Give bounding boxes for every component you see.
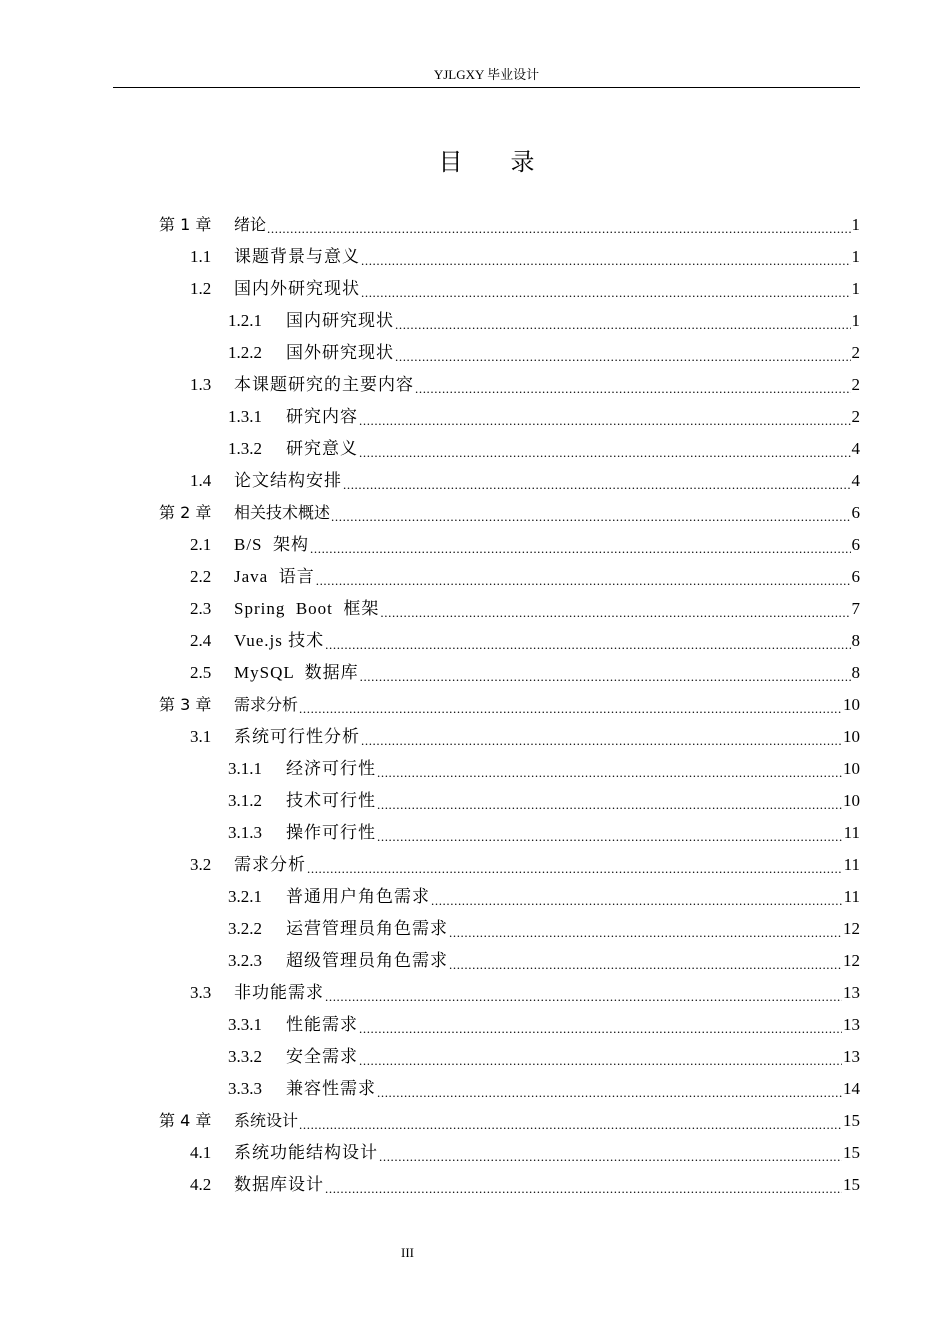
toc-text: 研究内容 xyxy=(286,407,358,426)
toc-entry[interactable] xyxy=(228,305,860,337)
toc-entry[interactable] xyxy=(190,625,860,657)
dot-leader xyxy=(325,977,842,1009)
toc-entry[interactable] xyxy=(190,241,860,273)
toc-text: 相关技术概述 xyxy=(234,503,331,522)
toc-page: 1 xyxy=(851,247,860,266)
toc-entry[interactable] xyxy=(228,945,860,977)
toc-entry[interactable] xyxy=(228,881,860,913)
toc-page: 15 xyxy=(843,1175,860,1194)
toc-text: B/S 架构 xyxy=(234,535,310,554)
toc-entry[interactable] xyxy=(228,817,860,849)
toc-text: 课题背景与意义 xyxy=(234,247,360,266)
toc-number: 3.2.2 xyxy=(228,919,262,938)
toc-entry[interactable] xyxy=(228,753,860,785)
toc-number: 2.1 xyxy=(190,535,212,554)
dot-leader xyxy=(431,881,843,913)
toc-text: 兼容性需求 xyxy=(286,1079,376,1098)
toc-text: 国外研究现状 xyxy=(286,343,394,362)
toc-number: 1.3.1 xyxy=(228,407,262,426)
toc-page: 11 xyxy=(843,823,860,842)
toc-page: 2 xyxy=(851,375,860,394)
toc-number: 3.2.1 xyxy=(228,887,262,906)
toc-number: 1.2.2 xyxy=(228,343,262,362)
dot-leader xyxy=(361,241,851,273)
toc-entry[interactable] xyxy=(228,785,860,817)
toc-page: 11 xyxy=(843,855,860,874)
toc-number: 3.1.3 xyxy=(228,823,262,842)
toc-page: 10 xyxy=(843,759,860,778)
toc-text: 技术可行性 xyxy=(286,791,376,810)
toc-entry[interactable] xyxy=(190,657,860,689)
toc-number: 第 4 章 xyxy=(159,1111,212,1130)
dot-leader xyxy=(377,785,842,817)
toc-entry[interactable] xyxy=(159,689,860,721)
toc-number: 4.2 xyxy=(190,1175,212,1194)
dot-leader xyxy=(361,273,851,305)
toc-page: 14 xyxy=(843,1079,860,1098)
toc-text: Spring Boot 框架 xyxy=(234,599,380,618)
dot-leader xyxy=(359,401,851,433)
toc-entry[interactable] xyxy=(159,1105,860,1137)
dot-leader xyxy=(377,1073,842,1105)
dot-leader xyxy=(310,529,850,561)
toc-number: 1.3 xyxy=(190,375,212,394)
toc-page: 2 xyxy=(851,343,860,362)
toc-entry[interactable] xyxy=(190,593,860,625)
toc-entry[interactable] xyxy=(228,1009,860,1041)
dot-leader xyxy=(343,465,851,497)
dot-leader xyxy=(299,1105,842,1137)
toc-entry[interactable] xyxy=(228,1041,860,1073)
header-rule xyxy=(113,87,860,88)
toc-text: 性能需求 xyxy=(286,1015,358,1034)
toc-text: 经济可行性 xyxy=(286,759,376,778)
dot-leader xyxy=(299,689,842,721)
toc-text: 国内外研究现状 xyxy=(234,279,360,298)
toc-entry[interactable] xyxy=(228,337,860,369)
toc-text: Vue.js 技术 xyxy=(234,631,325,650)
toc-number: 2.5 xyxy=(190,663,212,682)
toc-number: 3.2.3 xyxy=(228,951,262,970)
toc-entry[interactable] xyxy=(190,721,860,753)
toc-text: Java 语言 xyxy=(234,567,315,586)
dot-leader xyxy=(379,1137,842,1169)
toc-entry[interactable] xyxy=(190,977,860,1009)
toc-page: 10 xyxy=(843,791,860,810)
toc-entry[interactable] xyxy=(190,529,860,561)
toc-text: 数据库设计 xyxy=(234,1175,324,1194)
toc-number: 1.3.2 xyxy=(228,439,262,458)
toc-page: 15 xyxy=(843,1111,860,1130)
dot-leader xyxy=(307,849,843,881)
toc-page: 4 xyxy=(851,471,860,490)
toc-text: 操作可行性 xyxy=(286,823,376,842)
dot-leader xyxy=(449,913,842,945)
toc-text: 普通用户角色需求 xyxy=(286,887,430,906)
toc-number: 1.2 xyxy=(190,279,212,298)
toc-text: 系统设计 xyxy=(234,1111,299,1130)
toc-number: 1.2.1 xyxy=(228,311,262,330)
toc-entry[interactable] xyxy=(190,1169,860,1201)
dot-leader xyxy=(377,753,842,785)
toc-entry[interactable] xyxy=(190,273,860,305)
toc-number: 3.1 xyxy=(190,727,212,746)
toc-number: 第 3 章 xyxy=(159,695,212,714)
toc-page: 12 xyxy=(843,951,860,970)
toc-number: 第 2 章 xyxy=(159,503,212,522)
toc-page: 13 xyxy=(843,1015,860,1034)
toc-number: 3.1.1 xyxy=(228,759,262,778)
dot-leader xyxy=(380,593,850,625)
dot-leader xyxy=(316,561,851,593)
toc-text: 论文结构安排 xyxy=(234,471,342,490)
toc-number: 1.4 xyxy=(190,471,212,490)
dot-leader xyxy=(359,433,851,465)
toc-text: 需求分析 xyxy=(234,855,306,874)
toc-page: 2 xyxy=(851,407,860,426)
dot-leader xyxy=(325,625,850,657)
toc-page: 1 xyxy=(851,215,860,234)
toc-text: 超级管理员角色需求 xyxy=(286,951,448,970)
toc-page: 8 xyxy=(851,663,860,682)
toc-entry[interactable] xyxy=(228,913,860,945)
toc-text: 运营管理员角色需求 xyxy=(286,919,448,938)
toc-entry[interactable] xyxy=(190,561,860,593)
toc-page: 7 xyxy=(851,599,860,618)
toc-number: 3.3.1 xyxy=(228,1015,262,1034)
toc-page: 6 xyxy=(851,535,860,554)
toc-number: 第 1 章 xyxy=(159,215,212,234)
toc-page: 13 xyxy=(843,1047,860,1066)
toc-number: 1.1 xyxy=(190,247,212,266)
toc-page: 10 xyxy=(843,695,860,714)
toc-number: 2.2 xyxy=(190,567,212,586)
toc-page: 6 xyxy=(851,503,860,522)
toc-text: 本课题研究的主要内容 xyxy=(234,375,414,394)
toc-number: 3.1.2 xyxy=(228,791,262,810)
toc-text: 国内研究现状 xyxy=(286,311,394,330)
toc-page: 1 xyxy=(851,279,860,298)
toc-page: 1 xyxy=(851,311,860,330)
dot-leader xyxy=(395,337,851,369)
toc-entry[interactable] xyxy=(228,1073,860,1105)
toc-page: 11 xyxy=(843,887,860,906)
toc-title: 目录 xyxy=(438,148,583,176)
toc-page: 6 xyxy=(851,567,860,586)
toc-number: 4.1 xyxy=(190,1143,212,1162)
dot-leader xyxy=(359,1009,842,1041)
toc-entry[interactable] xyxy=(159,209,860,241)
toc-entry[interactable] xyxy=(190,1137,860,1169)
toc-number: 3.2 xyxy=(190,855,212,874)
toc-number: 2.4 xyxy=(190,631,212,650)
dot-leader xyxy=(377,817,843,849)
toc-text: 系统可行性分析 xyxy=(234,727,360,746)
toc-entry[interactable] xyxy=(190,465,860,497)
dot-leader xyxy=(267,209,850,241)
toc-number: 2.3 xyxy=(190,599,212,618)
toc-page: 15 xyxy=(843,1143,860,1162)
toc-text: MySQL 数据库 xyxy=(234,663,359,682)
toc-page: 12 xyxy=(843,919,860,938)
dot-leader xyxy=(449,945,842,977)
dot-leader xyxy=(331,497,850,529)
dot-leader xyxy=(325,1169,842,1201)
toc-entry[interactable] xyxy=(190,369,860,401)
toc-page: 10 xyxy=(843,727,860,746)
toc-text: 系统功能结构设计 xyxy=(234,1143,378,1162)
toc-number: 3.3.2 xyxy=(228,1047,262,1066)
toc-page: 4 xyxy=(851,439,860,458)
page-header: YJLGXY 毕业设计 xyxy=(433,67,540,82)
page-number: III xyxy=(401,1245,414,1260)
toc-text: 需求分析 xyxy=(234,695,299,714)
dot-leader xyxy=(359,1041,842,1073)
toc-entry[interactable] xyxy=(228,401,860,433)
toc-text: 研究意义 xyxy=(286,439,358,458)
dot-leader xyxy=(361,721,842,753)
toc-text: 绪论 xyxy=(234,215,267,234)
toc-entry[interactable] xyxy=(190,849,860,881)
toc-text: 安全需求 xyxy=(286,1047,358,1066)
dot-leader xyxy=(395,305,851,337)
toc-page: 13 xyxy=(843,983,860,1002)
toc-entry[interactable] xyxy=(159,497,860,529)
toc-number: 3.3.3 xyxy=(228,1079,262,1098)
toc-number: 3.3 xyxy=(190,983,212,1002)
toc-text: 非功能需求 xyxy=(234,983,324,1002)
toc-page: 8 xyxy=(851,631,860,650)
dot-leader xyxy=(360,657,851,689)
toc-entry[interactable] xyxy=(228,433,860,465)
dot-leader xyxy=(415,369,851,401)
